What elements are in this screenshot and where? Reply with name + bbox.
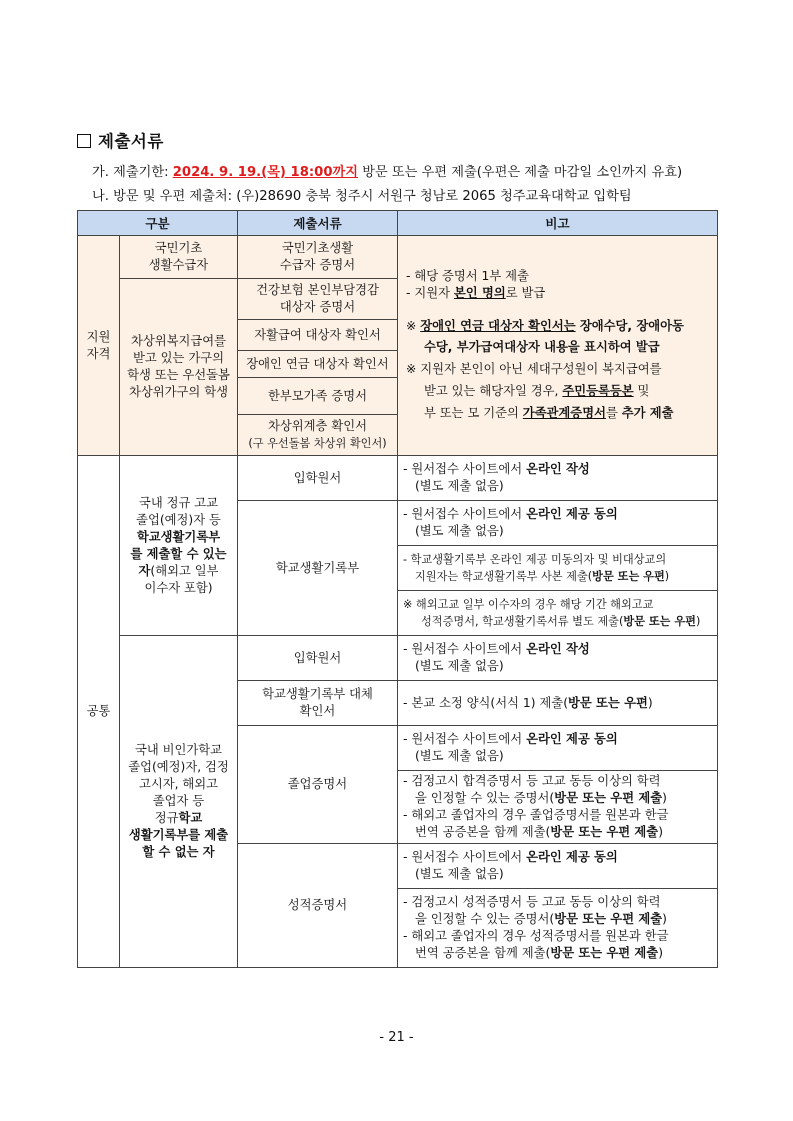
table-row (78, 636, 718, 681)
remark-disability-note (406, 316, 709, 358)
remark-online-agree-pre: - 원서접수 사이트에서 (403, 507, 527, 521)
doc-graduation-cert: 졸업증명서 (238, 726, 398, 844)
remark-grad-b2c: ) (658, 825, 663, 839)
groupA-l6: 이수자 포함) (144, 580, 213, 595)
remark-online-write-pre: - 원서접수 사이트에서 (403, 462, 527, 476)
groupB-l5a: 정규 (154, 811, 179, 825)
remark-overseas-note-2c: ) (695, 615, 701, 628)
note2-c: 주민등록등본 (562, 383, 634, 398)
remark-gr-a2: 을 인정할 수 있는 증명서( (415, 912, 555, 926)
remark-grad-b2: 번역 공증본을 함께 제출( (415, 825, 551, 839)
group-regular-highschool (120, 456, 238, 636)
groupB-l6: 생활기록부를 제출 (128, 828, 229, 842)
apply-category-label: 지원 자격 (78, 236, 120, 456)
groupA-l5b: (해외고 일부 (150, 563, 219, 578)
remark-gr-b2c: ) (658, 946, 663, 960)
remark-own-name (406, 285, 709, 302)
header-documents: 제출서류 (238, 211, 398, 236)
doc-health-insurance-cert: 건강보험 본인부담경감 대상자 증명서 (238, 279, 398, 320)
remark-application-a (398, 456, 718, 501)
remark-overseas-note (398, 591, 718, 636)
groupA-l1: 국내 정규 고교 (138, 495, 219, 510)
group-near-poverty: 차상위복지급여를 받고 있는 가구의 학생 또는 우선돌봄 차상위가구의 학생 (120, 279, 238, 456)
remark-record-copy (398, 546, 718, 591)
remark-overseas-note-2b: 방문 또는 우편 (623, 615, 696, 628)
doc-self-support-cert: 자활급여 대상자 확인서 (238, 320, 398, 351)
groupA-l3: 학교생활기록부 (136, 529, 221, 544)
remark-graduation-online (398, 726, 718, 771)
deadline-line (92, 161, 682, 180)
remark-record-copy-2c: ) (664, 570, 670, 583)
remark-own-name-pre: - 지원자 (406, 285, 454, 300)
remark-no-extra: (별도 제출 없음) (415, 867, 504, 881)
remark-gr-a1: - 검정고시 성적증명서 등 고교 동등 이상의 학력 (403, 895, 661, 909)
submission-address-line: 나. 방문 및 우편 제출처: (우)28690 충북 청주시 서원구 청남로 2065 청주교육대학교 입학팀 (92, 189, 632, 204)
note2-h: 추가 제출 (621, 405, 674, 420)
remark-gr-b1: - 해외고 졸업자의 경우 성적증명서를 원본과 한글 (403, 929, 669, 943)
doc-school-record-a: 학교생활기록부 (238, 501, 398, 636)
remark-record-copy-2: 지원자는 학교생활기록부 사본 제출( (415, 570, 593, 583)
remark-gr-b2: 번역 공증본을 함께 제출( (415, 946, 551, 960)
groupB-l7: 할 수 없는 자 (142, 845, 215, 859)
remark-online-write-pre: - 원서접수 사이트에서 (403, 642, 527, 656)
remark-online-agree-bold: 온라인 제공 동의 (526, 850, 618, 864)
remark-record-online-agree (398, 501, 718, 546)
remark-no-extra: (별도 제출 없음) (415, 749, 504, 763)
note2-a: ※ 지원자 본인이 아닌 세대구성원이 복지급여를 (406, 361, 662, 376)
deadline-prefix: 가. 제출기한: (92, 165, 173, 180)
groupA-l5: 자 (138, 563, 151, 578)
documents-table (77, 210, 718, 968)
remark-gr-a2c: ) (662, 912, 667, 926)
note2-g: 를 (605, 405, 622, 420)
remark-alt-pre: - 본교 소정 양식(서식 1) 제출( (403, 695, 568, 710)
table-header-row (78, 211, 718, 236)
groupA-l4: 를 제출할 수 있는 (130, 546, 227, 561)
remark-overseas-note-1: ※ 해외고교 일부 이수자의 경우 해당 기간 해외고교 (403, 598, 654, 611)
remark-grad-b1: - 해외고 졸업자의 경우 졸업증명서를 원본과 한글 (403, 808, 669, 822)
note2-b: 받고 있는 해당자일 경우, (424, 383, 563, 398)
remark-own-name-bold: 본인 명의 (453, 285, 506, 300)
checkbox-square-icon (77, 134, 91, 148)
doc-record-alternative: 학교생활기록부 대체 확인서 (238, 681, 398, 726)
doc-application-form-a: 입학원서 (238, 456, 398, 501)
note1-b: 장애수당, 장애아동 (575, 318, 684, 333)
remark-online-agree-pre: - 원서접수 사이트에서 (403, 732, 527, 746)
remark-record-alternative (398, 681, 718, 726)
remark-alt-post: ) (647, 695, 653, 710)
header-category: 구분 (78, 211, 238, 236)
remark-overseas-note-2: 성적증명서, 학교생활기록서류 별도 제출( (421, 615, 624, 628)
remark-online-write-bold: 온라인 작성 (526, 462, 590, 476)
remark-grad-a1: - 검정고시 합격증명서 등 고교 동등 이상의 학력 (403, 774, 661, 788)
doc-near-poverty-cert-sub: (구 우선돌봄 차상위 확인서) (248, 437, 387, 450)
section-heading-text: 제출서류 (98, 132, 164, 151)
deadline-suffix: 방문 또는 우편 제출(우편은 제출 마감일 소인까지 유효) (358, 165, 683, 180)
remark-gr-a2b: 방문 또는 우편 제출 (554, 912, 663, 926)
remark-no-extra: (별도 제출 없음) (415, 659, 504, 673)
note2-f: 가족관계증명서 (522, 405, 606, 420)
group-basic-livelihood: 국민기초 생활수급자 (120, 236, 238, 279)
remark-one-copy: - 해당 증명서 1부 제출 (406, 268, 529, 283)
groupA-l2: 졸업(예정)자 등 (136, 512, 221, 527)
remark-graduation-offline (398, 771, 718, 844)
deadline-date: 2024. 9. 19.(목) 18:00까지 (172, 165, 359, 180)
remark-grad-a2c: ) (662, 791, 667, 805)
doc-disability-pension-cert: 장애인 연금 대상자 확인서 (238, 351, 398, 378)
note1-a: 장애인 연금 대상자 확인서는 (420, 318, 576, 333)
doc-single-parent-cert: 한부모가족 증명서 (238, 378, 398, 415)
remark-record-copy-1: - 학교생활기록부 온라인 제공 미동의자 및 비대상교의 (403, 553, 667, 566)
remark-online-write-bold: 온라인 작성 (526, 642, 590, 656)
remark-online-agree-pre: - 원서접수 사이트에서 (403, 850, 527, 864)
apply-remarks (398, 236, 718, 456)
note2-e: 부 또는 모 기준의 (424, 405, 523, 420)
remark-household-note (406, 358, 709, 424)
remark-gr-b2b: 방문 또는 우편 제출 (550, 946, 659, 960)
remark-grades-offline (398, 889, 718, 968)
doc-application-form-b: 입학원서 (238, 636, 398, 681)
doc-near-poverty-cert-title: 차상위계층 확인서 (268, 419, 367, 433)
groupB-l3: 고시자, 해외고 (138, 777, 219, 791)
table-row (78, 236, 718, 279)
group-non-regular-school (120, 636, 238, 968)
remark-no-extra: (별도 제출 없음) (415, 524, 504, 538)
remark-application-b (398, 636, 718, 681)
section-heading (77, 128, 164, 152)
note1-c: 수당, 부가급여대상자 내용을 표시하여 발급 (424, 339, 660, 354)
remark-alt-bold: 방문 또는 우편 (568, 695, 648, 710)
note-mark: ※ (406, 318, 421, 333)
groupB-l2: 졸업(예정)자, 검정 (128, 760, 229, 774)
remark-grades-online (398, 844, 718, 889)
remark-no-extra: (별도 제출 없음) (415, 479, 504, 493)
page-number: - 21 - (379, 1030, 414, 1045)
groupB-l1: 국내 비인가학교 (134, 743, 223, 757)
remark-grad-a2: 을 인정할 수 있는 증명서( (415, 791, 555, 805)
note2-d: 및 (633, 383, 650, 398)
header-remarks: 비고 (398, 211, 718, 236)
remark-online-agree-bold: 온라인 제공 동의 (526, 732, 618, 746)
remark-own-name-post: 로 발급 (505, 285, 546, 300)
remark-grad-b2b: 방문 또는 우편 제출 (550, 825, 659, 839)
remark-online-agree-bold: 온라인 제공 동의 (526, 507, 618, 521)
table-row (78, 456, 718, 501)
remark-record-copy-2b: 방문 또는 우편 (592, 570, 665, 583)
groupB-l5b: 학교 (178, 811, 203, 825)
doc-grades-cert: 성적증명서 (238, 844, 398, 968)
remark-grad-a2b: 방문 또는 우편 제출 (554, 791, 663, 805)
doc-near-poverty-cert (238, 415, 398, 456)
groupB-l4: 졸업자 등 (152, 794, 205, 808)
common-category-label: 공통 (78, 456, 120, 968)
doc-basic-livelihood-cert: 국민기초생활 수급자 증명서 (238, 236, 398, 279)
